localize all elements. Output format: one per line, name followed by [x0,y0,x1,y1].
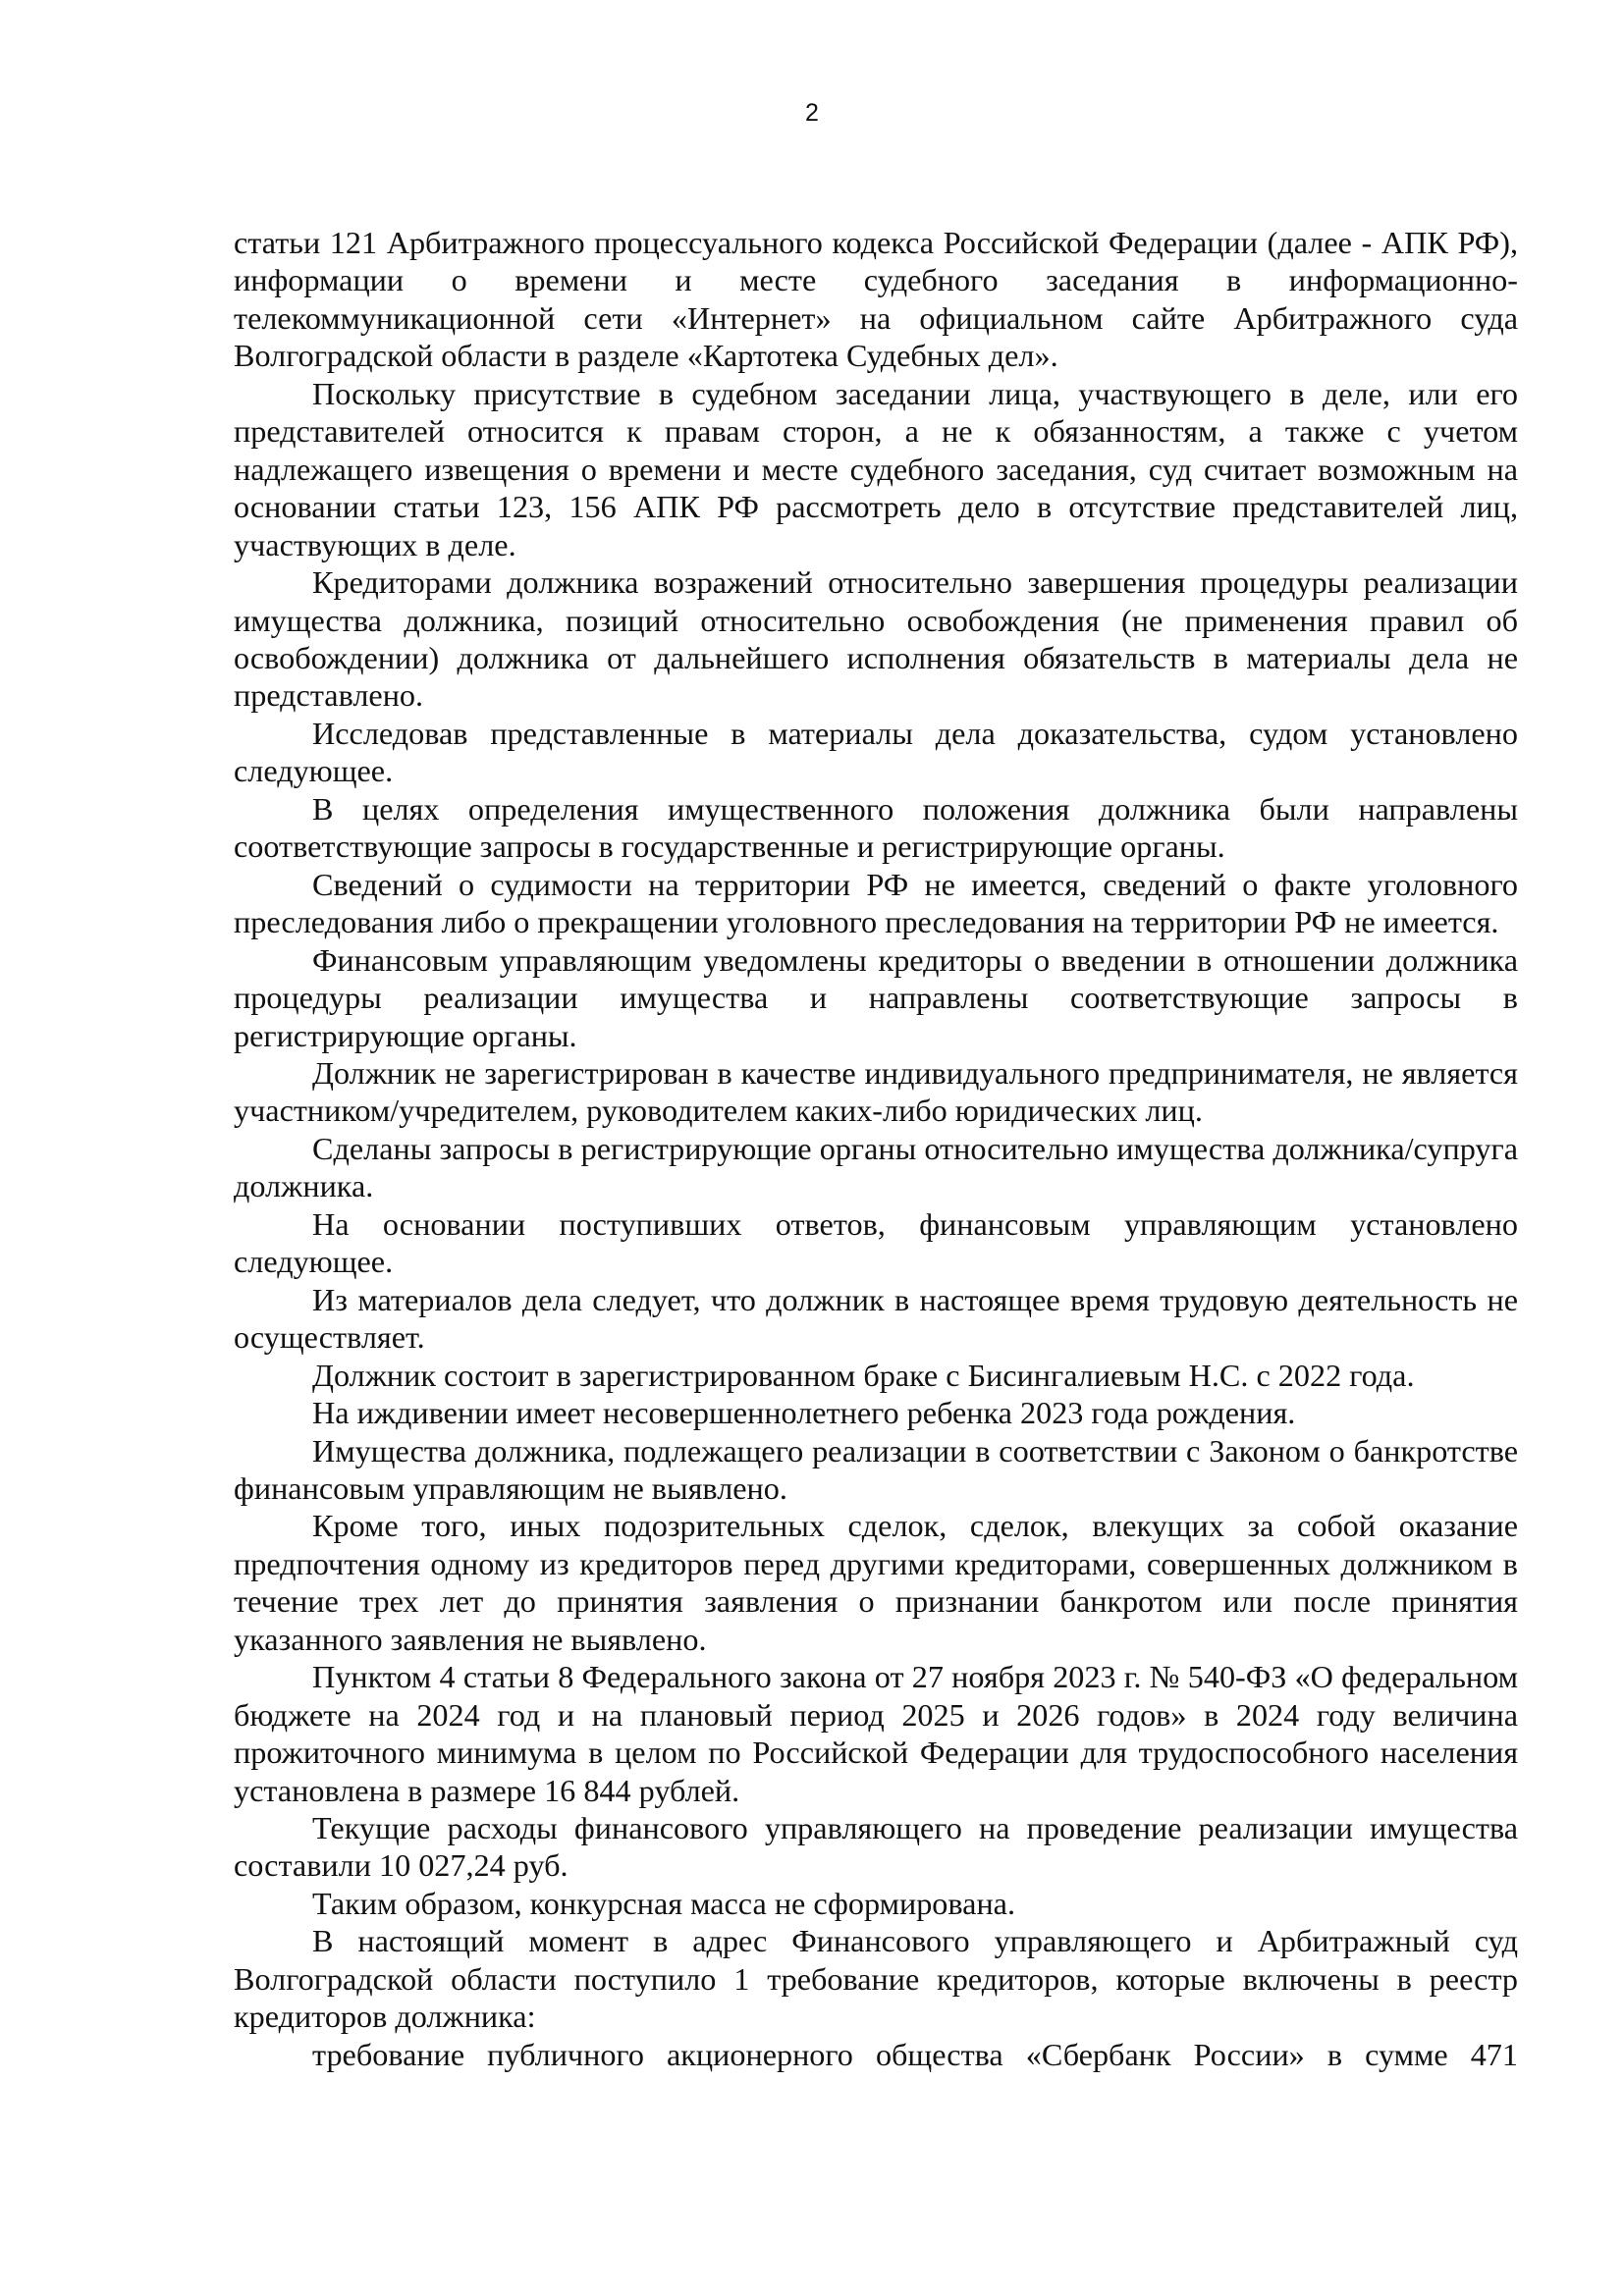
paragraph: В целях определения имущественного положения должника были направлены соответствующие запросы в государственные и регистрирующие органы. [234,790,1518,865]
paragraph: Исследовав представленные в материалы дела доказательства, судом установлено следующее. [234,715,1518,789]
paragraph: Должник не зарегистрирован в качестве индивидуального предпринимателя, не является участником/учредителем, руководителем каких-либо юридических лиц. [234,1054,1518,1129]
paragraph: требование публичного акционерного общества «Сбербанк России» в сумме 471 [312,2036,1518,2072]
paragraph: Сведений о судимости на территории РФ не имеется, сведений о факте уголовного преследования либо о прекращении уголовного преследования на территории РФ не имеется. [234,866,1518,940]
page-number: 2 [805,99,819,127]
paragraph: Кредиторами должника возражений относительно завершения процедуры реализации имущества должника, позиций относительно освобождения (не применения правил об освобождении) должника от дальнейшего исполнения обязательств в материалы дела не представлено. [234,564,1518,714]
paragraph: Поскольку присутствие в судебном заседании лица, участвующего в деле, или его представителей относится к правам сторон, а не к обязанностям, а также с учетом надлежащего извещения о времени и месте судебного заседания, суд считает возможным на основании статьи 123, 156 АПК РФ рассмотреть дело в отсутствие представителей лиц, участвующих в деле. [234,375,1518,562]
paragraph: На иждивении имеет несовершеннолетнего ребенка 2023 года рождения. [312,1395,1296,1431]
paragraph: Таким образом, конкурсная масса не сформирована. [312,1885,1016,1921]
paragraph: В настоящий момент в адрес Финансового управляющего и Арбитражный суд Волгоградской области поступило 1 требование кредиторов, которые включены в реестр кредиторов должника: [234,1923,1518,2035]
paragraph: Сделаны запросы в регистрирующие органы относительно имущества должника/супруга должника. [234,1130,1518,1204]
paragraph: статьи 121 Арбитражного процессуального кодекса Российской Федерации (далее - АПК РФ), информации о времени и месте судебного заседания в информационно-телекоммуникационной сети «Интернет» на официальном сайте Арбитражного суда Волгоградской области в разделе «Картотека Судебных дел». [234,225,1518,374]
paragraph: Пунктом 4 статьи 8 Федерального закона от 27 ноября 2023 г. № 540-ФЗ «О федеральном бюджете на 2024 год и на плановый период 2025 и 2026 годов» в 2024 году величина прожиточного минимума в целом по Российской Федерации для трудоспособного населения установлена в размере 16 844 рублей. [234,1659,1518,1808]
paragraph: На основании поступивших ответов, финансовым управляющим установлено следующее. [234,1205,1518,1280]
paragraph: Кроме того, иных подозрительных сделок, сделок, влекущих за собой оказание предпочтения одному из кредиторов перед другими кредиторами, совершенных должником в течение трех лет до принятия заявления о признании банкротом или после принятия указанного заявления не выявлено. [234,1508,1518,1657]
paragraph: Должник состоит в зарегистрированном браке с Бисингалиевым Н.С. с 2022 года. [312,1357,1415,1393]
paragraph: Текущие расходы финансового управляющего на проведение реализации имущества составили 10 027,24 руб. [234,1810,1518,1884]
paragraph: Финансовым управляющим уведомлены кредиторы о введении в отношении должника процедуры реализации имущества и направлены соответствующие запросы в регистрирующие органы. [234,941,1518,1053]
paragraph: Из материалов дела следует, что должник в настоящее время трудовую деятельность не осуществляет. [234,1281,1518,1356]
paragraph: Имущества должника, подлежащего реализации в соответствии с Законом о банкротстве финансовым управляющим не выявлено. [234,1432,1518,1506]
document-body [234,224,1518,2073]
